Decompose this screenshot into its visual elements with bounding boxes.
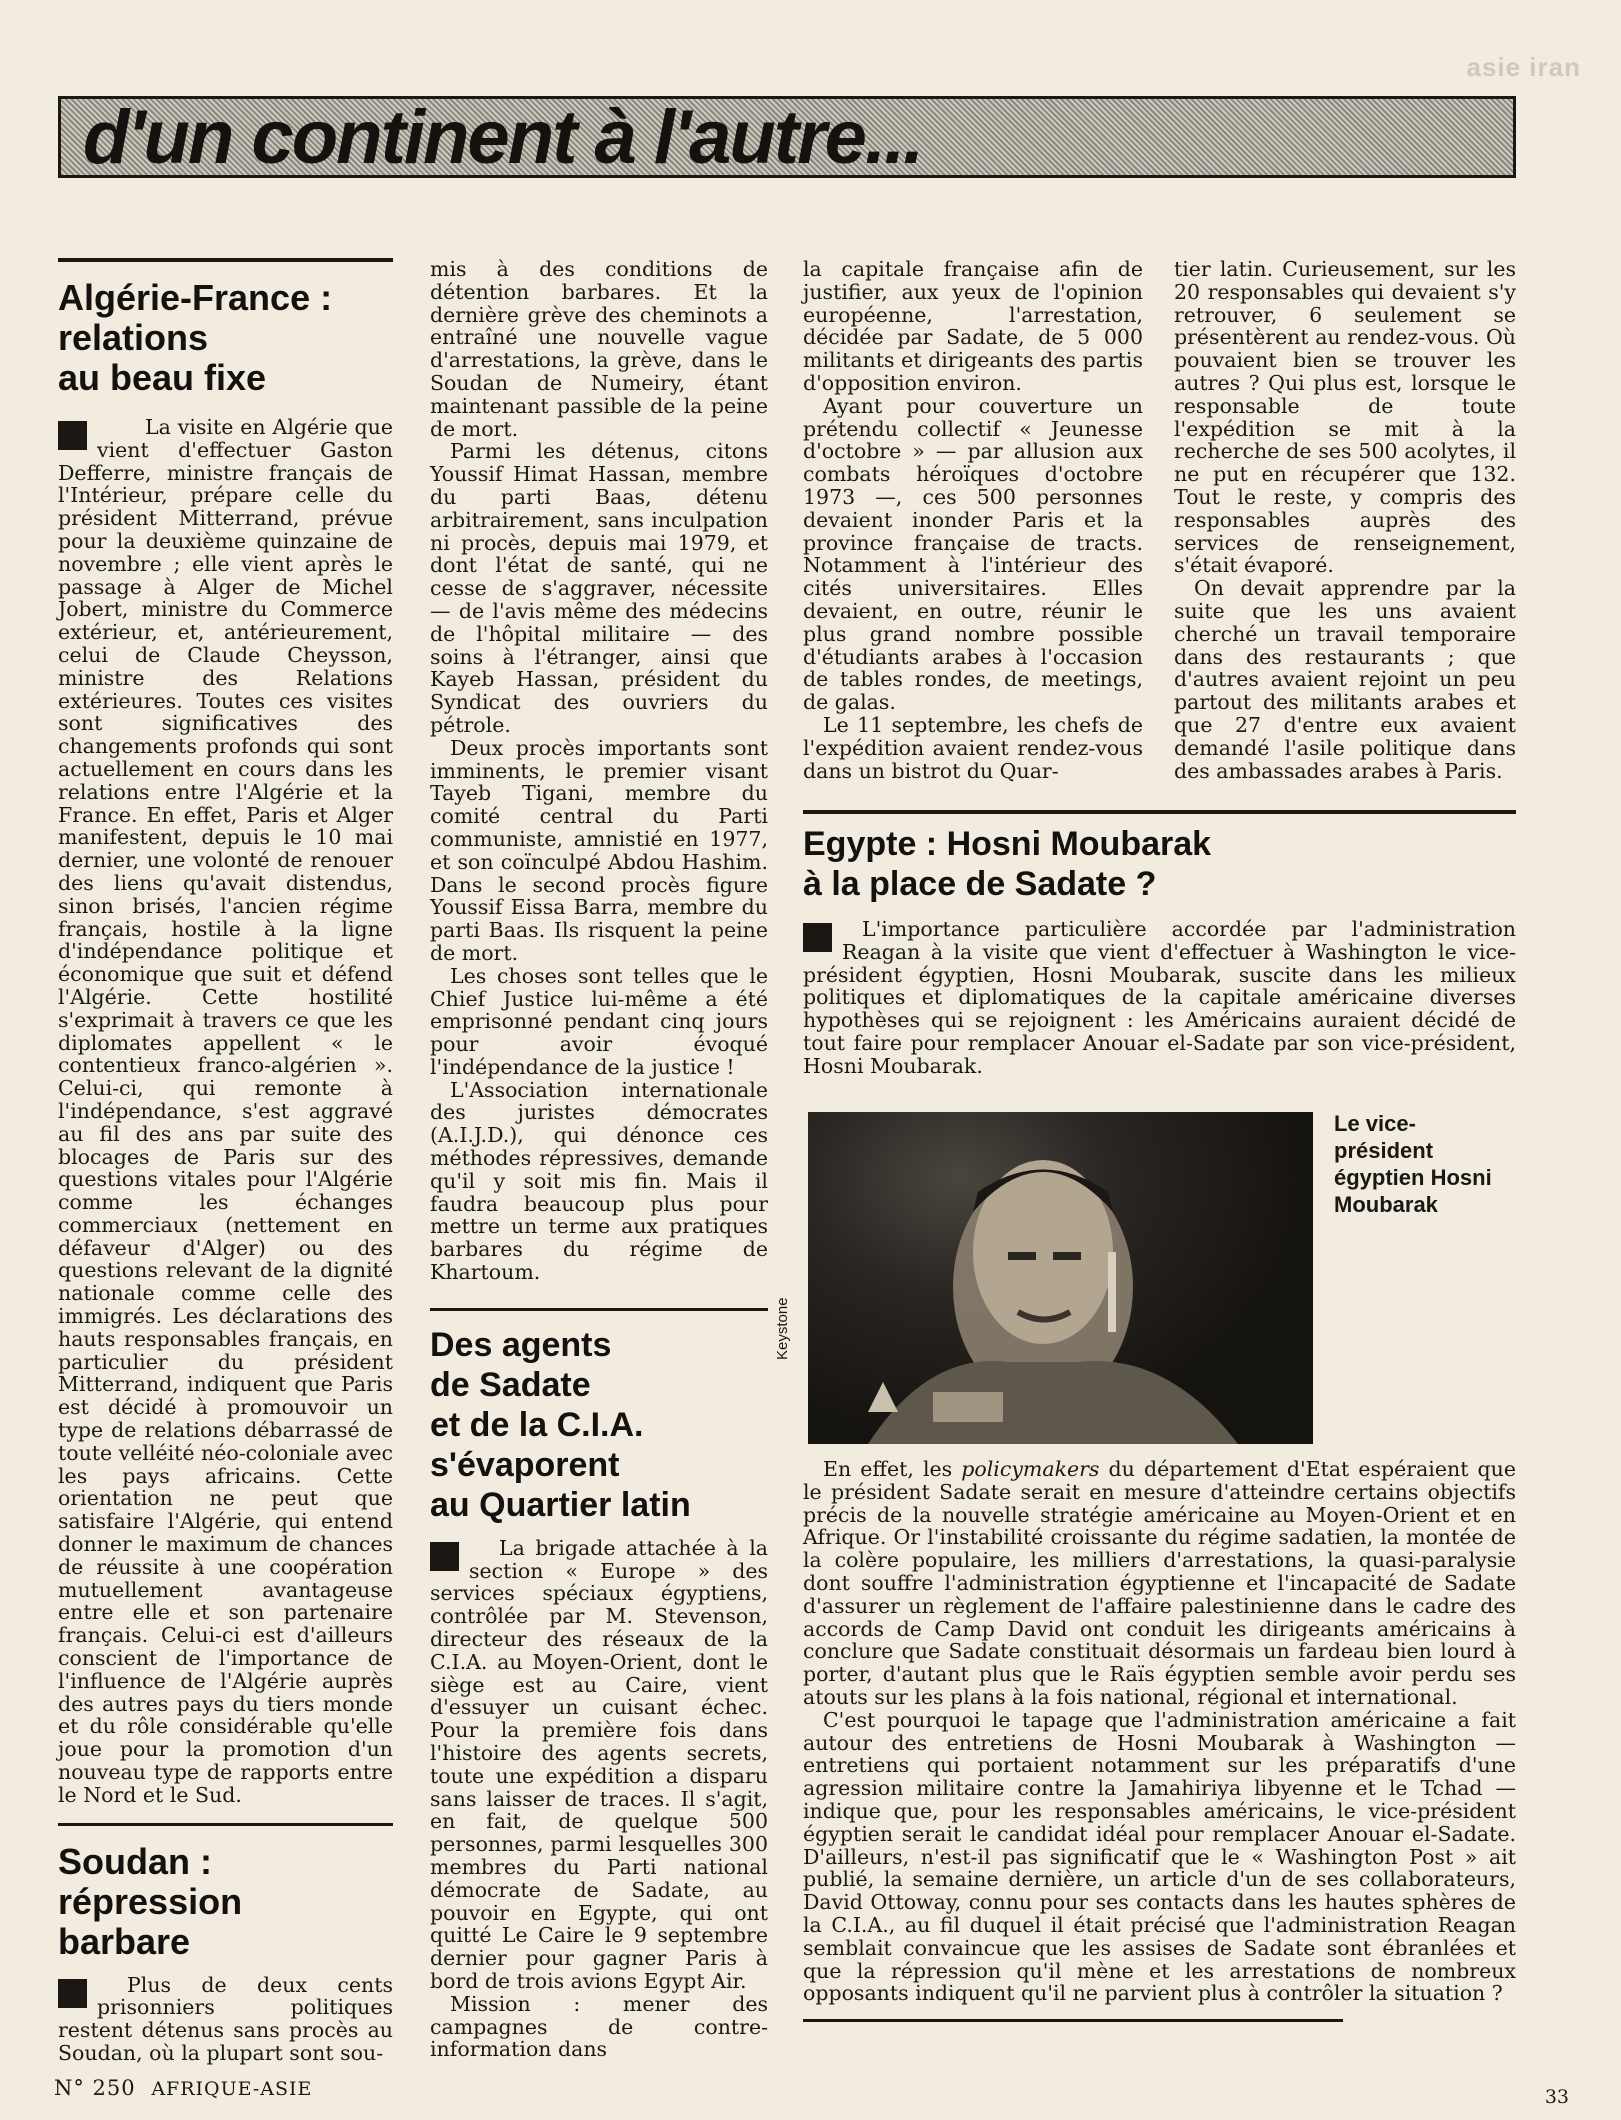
- headline-line: s'évaporent: [430, 1445, 620, 1484]
- column-1: [58, 258, 393, 2065]
- article-body: mis à des conditions de détention barbares. Et la dernière grève des cheminots a entraîné une nouvelle vague d'arrestations, la grève, dans le Soudan de Numeiry, étant maintenant passible de la peine de mort.: [430, 257, 768, 441]
- article-headline: [430, 1325, 768, 1525]
- egypt-article: [803, 810, 1516, 1078]
- article-body: Ayant pour couverture un prétendu collectif « Jeunesse d'octobre » — par allusion aux combats héroïques d'octobre 1973 —, ces 500 personnes devaient inonder Paris et la province française de tracts. Notamment à l'intérieur des cités universitaires. Elles devaient, en outre, réunir le plus grand nombre possible d'étudiants arabes à l'occasion de tables rondes, de meetings, de galas.: [803, 393, 1143, 715]
- banner-title: d'un continent à l'autre...: [83, 95, 923, 180]
- column-2: [430, 258, 768, 2061]
- article-body: C'est pourquoi le tapage que l'administration américaine a fait autour des entretiens de Hosni Moubarak à Washington — entretiens qui portaient notamment sur les préparatifs d'une agression militaire contre la Jamahiriya libyenne et le Tchad — indique que, pour les responsables américains, le vice-président égyptien serait le candidat idéal pour remplacer Anouar el-Sadate. D'ailleurs, n'est-il pas significatif que le « Washington Post » ait publié, la semaine dernière, un article d'un de ses collaborateurs, David Ottoway, connu pour ses contacts dans les hautes sphères de la C.I.A., au fil duquel il était précisé que l'administration Reagan semblait convaincue que les assises de Sadate sont ébranlées et que la répression qu'il mène et les arrestations de nombreux opposants indiquent qu'il ne parvient plus à contrôler la situation ?: [803, 1707, 1516, 2006]
- issue-number: N° 250: [54, 2076, 136, 2100]
- article-body: En effet, les policymakers du département d'Etat espéraient que le président Sadate serait en mesure d'atteindre certains objectifs précis de la nouvelle stratégie américaine au Moyen-Orient et en Afrique. Or l'instabilité croissante du régime sadatien, la montée de la colère populaire, les milliers d'arrestations, la quasi-paralysie dont souffre l'administration égyptienne et l'incapacité de Sadate d'assurer un règlement de l'affaire palestinienne dans le cadre des accords de Camp David ont conduit les dirigeants américains à conclure que Sadate constituait désormais un fardeau bien lourd à porter, d'autant plus que le Raïs égyptien semble avoir perdu ses atouts sur les plans à la fois national, régional et international.: [803, 1457, 1516, 1709]
- lead-square-icon: [430, 1542, 459, 1571]
- headline-line: Algérie-France :: [58, 277, 333, 318]
- headline-line: Soudan :: [58, 1840, 212, 1882]
- article-body: tier latin. Curieusement, sur les 20 responsables qui devaient s'y retrouver, 6 seulement se présentèrent au rendez-vous. Où pouvaient bien se trouver les autres ? Qui plus est, lorsque le responsable de toute l'expédition se mit à la recherche de ses 500 acolytes, il ne put en récupérer que 132. Tout le reste, y compris des responsables auprès des services de renseignement, s'était évaporé.: [1174, 257, 1516, 578]
- headline-line: au Quartier latin: [430, 1485, 691, 1524]
- headline-line: de Sadate: [430, 1365, 591, 1404]
- photo-credit: Keystone: [774, 1297, 791, 1360]
- article-body: Le 11 septembre, les chefs de l'expédition avaient rendez-vous dans un bistrot du Quar-: [803, 712, 1143, 783]
- headline-line: répression: [58, 1880, 243, 1922]
- article-body: Parmi les détenus, citons Youssif Himat Hassan, membre du parti Baas, détenu arbitrairement, sans inculpation ni procès, depuis mai 1979, et dont l'état de santé, qui ne cesse de s'aggraver, nécessite — de l'avis même des médecins de l'hôpital militaire — des soins à l'étranger, ainsi que Kayeb Hassan, président du Syndicat des ouvriers du pétrole.: [430, 439, 768, 737]
- divider: [430, 1308, 768, 1311]
- divider: [803, 810, 1516, 814]
- article-body: La visite en Algérie que vient d'effectuer Gaston Defferre, ministre français de l'Intérieur, prépare celle du président Mitterrand, prévue pour la deuxième quinzaine de novembre ; elle vient après le passage à Alger de Michel Jobert, ministre du Commerce extérieur, et, antérieurement, celui de Claude Cheysson, ministre des Relations extérieures. Toutes ces visites sont significatives des changements profonds qui sont actuellement en cours dans les relations entre l'Algérie et la France. En effet, Paris et Alger manifestent, depuis le 10 mai dernier, une volonté de renouer des liens qu'avait distendus, sinon brisés, l'ancien régime français, hostile à la ligne d'indépendance politique et économique que suit et défend l'Algérie. Cette hostilité s'exprimait à travers ce que les diplomates appellent « le contentieux franco-algérien ». Celui-ci, qui remonte à l'indépendance, s'est aggravé au fil des ans par suite des blocages de Paris sur des questions vitales pour l'Algérie comme les échanges commerciaux (nettement en défaveur d'Alger) ou des questions relevant de la dignité nationale comme celle des immigrés. Les déclarations des hauts responsables français, en particulier du président Mitterrand, indiquent que Paris est décidé à promouvoir un type de relations débarrassé de toute velléité néo-coloniale avec les pays africains. Cette orientation ne peut que satisfaire l'Algérie, qui entend donner le maximum de chances de réussite à une coopération mutuellement avantageuse entre elle et son partenaire français. Celui-ci est d'ailleurs conscient de l'importance de l'influence de l'Algérie auprès des autres pays du tiers monde et du rôle considérable qu'elle joue pour la promotion d'un nouveau type de rapports entre le Nord et le Sud.: [58, 415, 393, 1807]
- column-3: [803, 258, 1143, 782]
- issue-footer: [54, 2076, 312, 2100]
- headline-line: Egypte : Hosni Moubarak: [803, 825, 1212, 863]
- article-body: Deux procès importants sont imminents, le premier visant Tayeb Tigani, membre du comité central du Parti communiste, amnistié en 1977, et son coïnculpé Abdou Hashim. Dans le second procès figure Youssif Eissa Barra, membre du parti Baas. Ils risquent la peine de mort.: [430, 735, 768, 965]
- divider: [58, 258, 393, 262]
- ghost-section-label: asie iran: [1466, 52, 1581, 82]
- article-body: On devait apprendre par la suite que les uns avaient cherché un travail temporaire dans des restaurants ; que d'autres avaient rejoint un peu partout des militants arabes et que 27 d'entre eux avaient demandé l'asile politique dans des ambassades arabes à Paris.: [1174, 576, 1516, 783]
- magazine-name: AFRIQUE-ASIE: [151, 2078, 313, 2100]
- lead-square-icon: [58, 1979, 87, 2008]
- headline-line: à la place de Sadate ?: [803, 865, 1157, 903]
- lead-square-icon: [803, 923, 832, 952]
- column-4: [1174, 258, 1516, 782]
- headline-line: barbare: [58, 1920, 191, 1962]
- article-body: L'Association internationale des juristes démocrates (A.I.J.D.), qui dénonce ces méthodes répressives, demande qu'il y soit mis fin. Mais il faudra beaucoup plus pour mettre un terme aux pratiques barbares du régime de Khartoum.: [430, 1077, 768, 1285]
- article-body: la capitale française afin de justifier, aux yeux de l'opinion européenne, l'arrestation, décidée par Sadate, de 5 000 militants et dirigeants des partis d'opposition environ.: [803, 257, 1143, 395]
- headline-line: Des agents: [430, 1325, 612, 1364]
- article-body: Les choses sont telles que le Chief Justice lui-même a été emprisonné pendant cinq jours pour avoir évoqué l'indépendance de la justice !: [430, 963, 768, 1079]
- article-body: La brigade attachée à la section « Europe » des services spéciaux égyptiens, contrôlée par M. Stevenson, directeur des réseaux de la C.I.A. au Moyen-Orient, dont le siège est au Caire, vient d'essuyer un cuisant échec. Pour la première fois dans l'histoire des agents secrets, toute une expédition a disparu sans laisser de traces. Il s'agit, en fait, de quelque 500 personnes, parmi lesquelles 300 membres du Parti national démocrate de Sadate, au pouvoir en Egypte, qui ont quitté Le Caire le 9 septembre dernier pour gagner Paris à bord de trois avions Egypt Air.: [430, 1535, 768, 1993]
- lead-square-icon: [58, 421, 87, 450]
- egypt-article-body: [803, 1458, 1516, 2022]
- article-body: Plus de deux cents prisonniers politiques restent détenus sans procès au Soudan, où la plupart sont sou-: [58, 1972, 393, 2065]
- divider: [58, 1823, 393, 1826]
- moubarak-photo: [808, 1112, 1313, 1444]
- article-headline: [803, 824, 1516, 904]
- article-body: Mission : mener des campagnes de contre-information dans: [430, 1991, 768, 2062]
- headline-line: et de la C.I.A.: [430, 1405, 644, 1444]
- headline-line: relations: [58, 317, 209, 358]
- section-banner: [58, 96, 1516, 178]
- headline-line: au beau fixe: [58, 357, 267, 398]
- article-headline: [58, 1842, 393, 1962]
- photo-caption: Le vice-président égyptien Hosni Moubarak: [1334, 1111, 1492, 1217]
- page-number: 33: [1544, 2086, 1569, 2108]
- article-headline: [58, 278, 393, 398]
- divider: [803, 2019, 1343, 2022]
- article-lead: L'importance particulière accordée par l'administration Reagan à la visite que vient d'effectuer à Washington le vice-président égyptien, Hosni Moubarak, suscite dans les milieux politiques et diplomatiques de la capitale américaine diverses hypothèses qui se rejoignent : les Américains auraient décidé de tout faire pour remplacer Anouar el-Sadate par son vice-président, Hosni Moubarak.: [803, 917, 1516, 1078]
- emphasis: policymakers: [961, 1457, 1100, 1481]
- portrait-illustration: [808, 1112, 1313, 1444]
